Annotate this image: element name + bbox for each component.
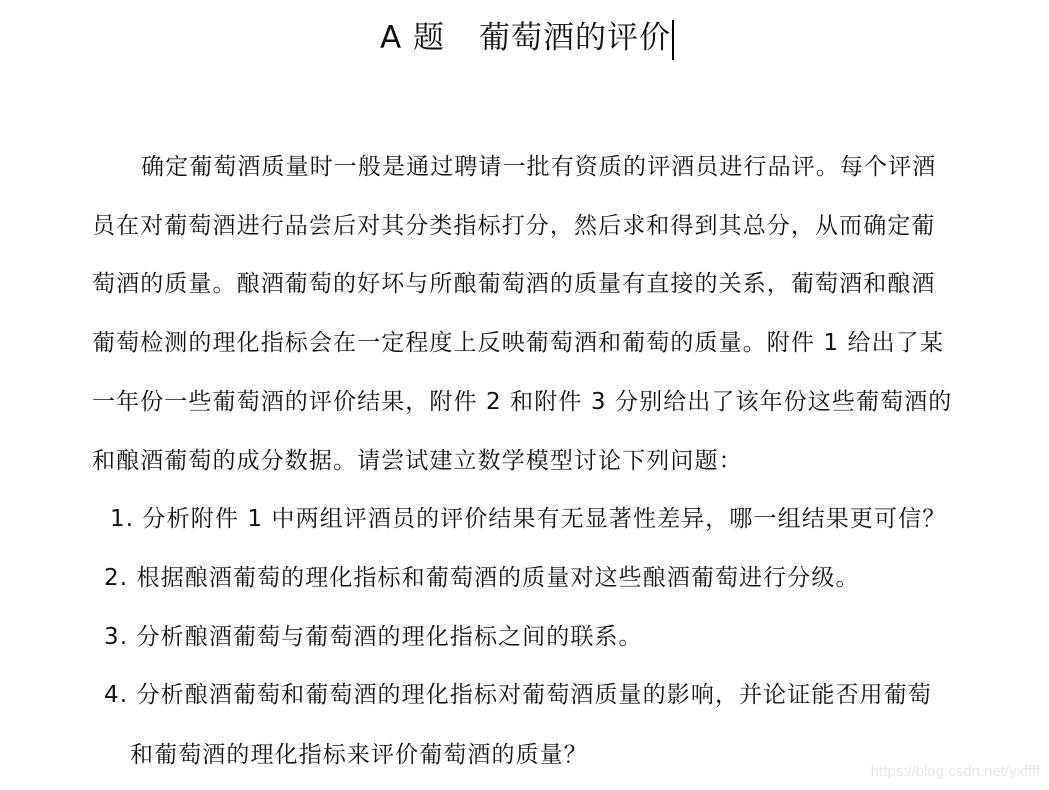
paragraph-line: 葡萄检测的理化指标会在一定程度上反映葡萄酒和葡萄的质量。附件 1 给出了某	[92, 330, 944, 356]
paragraph-line: 和酿酒葡萄的成分数据。请尝试建立数学模型讨论下列问题：	[92, 448, 743, 474]
watermark: https://blog.csdn.net/yxffff	[870, 763, 1040, 780]
document-title	[380, 16, 674, 60]
title-prefix: A 题	[380, 20, 446, 56]
question-item-1: 1. 分析附件 1 中两组评酒员的评价结果有无显著性差异，哪一组结果更可信？	[110, 506, 947, 532]
title-main: 葡萄酒的评价	[479, 20, 672, 56]
paragraph-line: 萄酒的质量。酿酒葡萄的好坏与所酿葡萄酒的质量有直接的关系，葡萄酒和酿酒	[92, 271, 936, 297]
paragraph-line: 确定葡萄酒质量时一般是通过聘请一批有资质的评酒员进行品评。每个评酒	[141, 154, 937, 180]
paragraph-line: 员在对葡萄酒进行品尝后对其分类指标打分，然后求和得到其总分，从而确定葡	[92, 213, 936, 239]
question-item-4-continued: 和葡萄酒的理化指标来评价葡萄酒的质量？	[130, 742, 588, 768]
question-item-2: 2. 根据酿酒葡萄的理化指标和葡萄酒的质量对这些酿酒葡萄进行分级。	[104, 565, 860, 591]
question-item-3: 3. 分析酿酒葡萄与葡萄酒的理化指标之间的联系。	[104, 624, 643, 650]
text-cursor	[672, 20, 674, 60]
question-item-4: 4. 分析酿酒葡萄和葡萄酒的理化指标对葡萄酒质量的影响，并论证能否用葡萄	[104, 682, 932, 708]
paragraph-line: 一年份一些葡萄酒的评价结果，附件 2 和附件 3 分别给出了该年份这些葡萄酒的	[92, 389, 953, 415]
